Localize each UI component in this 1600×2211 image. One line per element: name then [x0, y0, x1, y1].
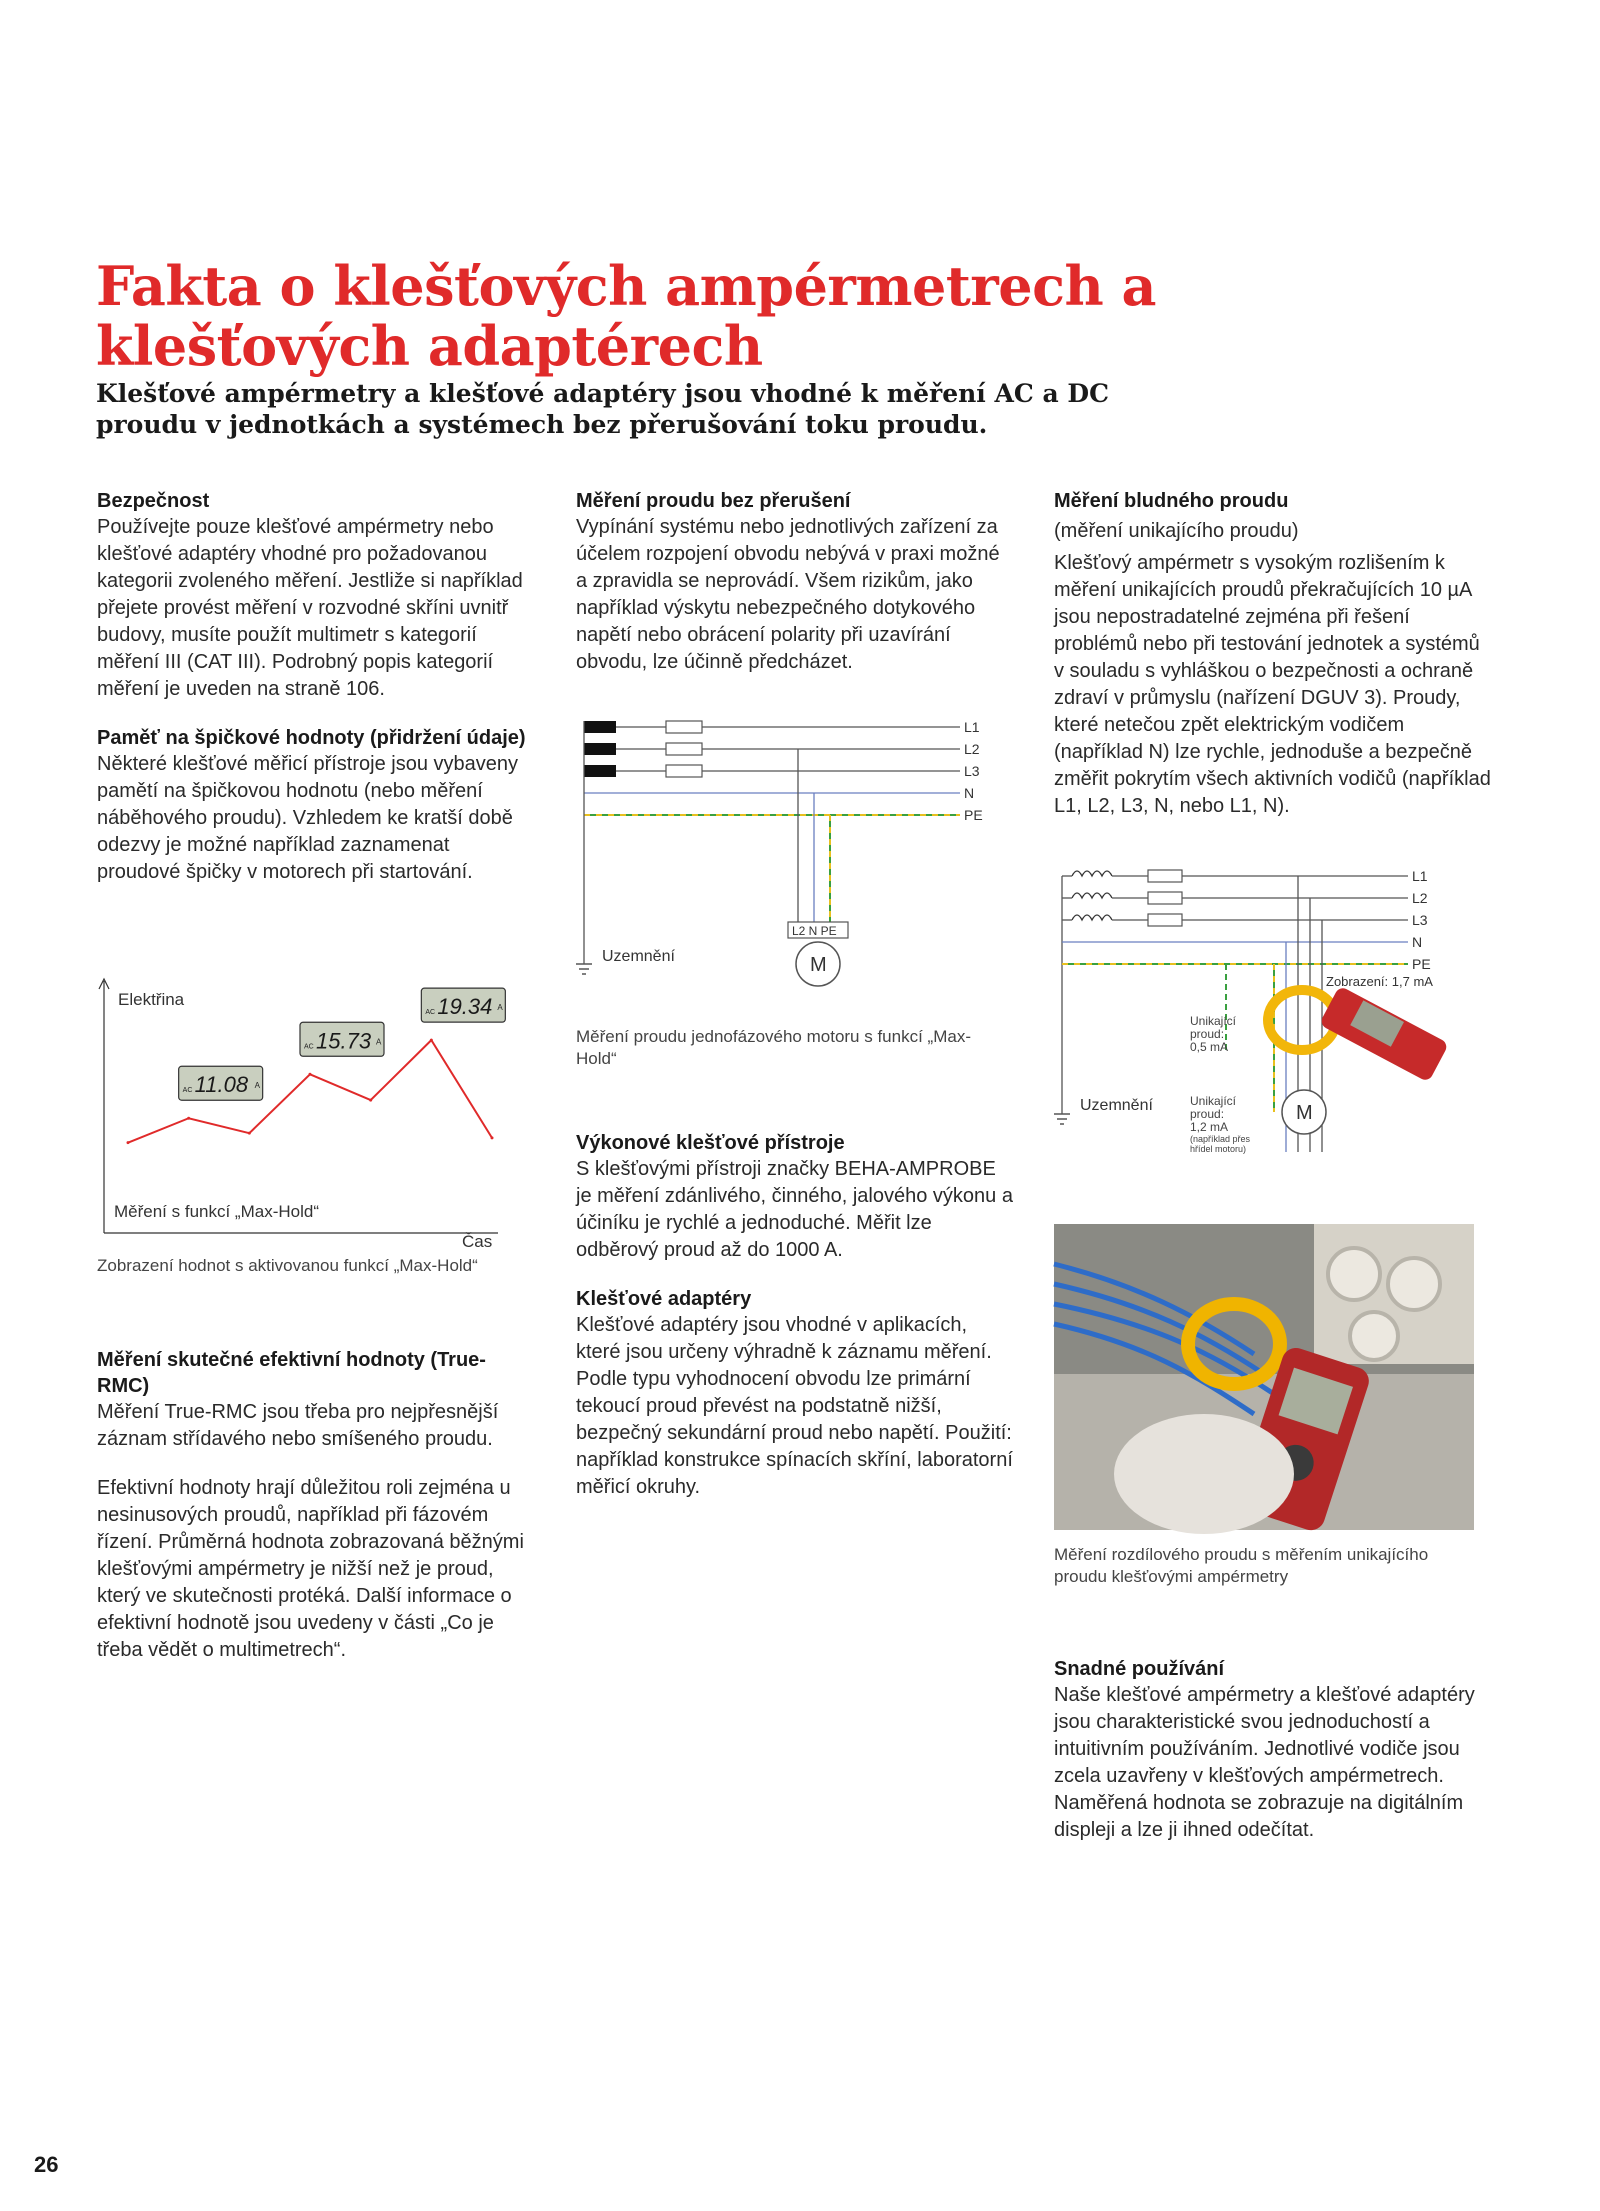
leak1-line2: proud:	[1190, 1027, 1225, 1041]
fuse-l2	[1148, 892, 1182, 904]
label-l1: L1	[1412, 868, 1428, 884]
leak2-note-2: hřídel motoru)	[1190, 1144, 1247, 1154]
meter-display-unit: A	[254, 1081, 261, 1091]
fuse-l3	[1148, 914, 1182, 926]
easy-use-text: Naše klešťové ampérmetry a klešťové adaptéry jsou charakteristické svou jednoduchostí a intuitivním používáním. Jednotlivé vodiče jsou zcela uzavřeny v klešťových ampérmetrech. Naměřená hodnota se zobrazuje na digitálním displeji a lze ji ihned odečítat.	[1054, 1684, 1475, 1841]
diagram1-caption: Měření proudu jednofázového motoru s funkcí „Max-Hold“	[576, 1027, 971, 1068]
meter-display	[300, 1022, 384, 1056]
safety-heading: Bezpečnost	[97, 490, 210, 512]
photo-caption: Měření rozdílového proudu s měřením unikajícího proudu klešťovými ampérmetry	[1054, 1545, 1429, 1586]
label-l3: L3	[1412, 912, 1428, 928]
meter-display-value: 11.08	[194, 1072, 249, 1098]
display-reading-label: Zobrazení: 1,7 mA	[1326, 974, 1433, 989]
column-2	[576, 488, 1016, 676]
power-clamp-text: S klešťovými přístroji značky BEHA-AMPROBE je měření zdánlivého, činného, jalového výkonu a účiníku je rychlé a jednoduché. Měřit lze odběrový proud až do 1000 A.	[576, 1158, 1013, 1261]
power-clamp-heading: Výkonové klešťové přístroje	[576, 1132, 845, 1154]
leak2-line2: proud:	[1190, 1107, 1225, 1121]
chart-x-label: Čas	[462, 1232, 493, 1251]
single-phase-motor-diagram	[570, 712, 990, 1002]
leak2-line3: 1,2 mA	[1190, 1120, 1229, 1134]
label-pe: PE	[1412, 956, 1431, 972]
true-rms-text-1: Měření True-RMC jsou třeba pro nejpřesnější záznam střídavého nebo smíšeného proudu.	[97, 1401, 499, 1450]
leak1-line3: 0,5 mA	[1190, 1040, 1229, 1054]
chart-point	[187, 1117, 190, 1120]
meter-display-mode: AC	[425, 1009, 436, 1017]
photo-gloved-hand	[1114, 1414, 1294, 1534]
motor-label: M	[1296, 1102, 1313, 1124]
leak1-line1: Unikající	[1190, 1014, 1237, 1028]
uninterrupted-text: Vypínání systému nebo jednotlivých zařízení za účelem rozpojení obvodu nebývá v praxi možné a zpravidla se neprovádí. Všem rizikům, jako například výskytu nebezpečného dotykového napětí nebo obrácení polarity při uzavírání obvodu, lze účinně předcházet.	[576, 516, 1000, 673]
motor-label: M	[810, 954, 827, 976]
clamp-adapter-text: Klešťové adaptéry jsou vhodné v aplikacích, které jsou určeny výhradně k záznamu měření. Podle typu vyhodnocení obvodu lze primární tekoucí proud převést na podstatně nižší, bezpečný sekundární proud nebo napětí. Použití: například konstrukce spínacích skříní, laboratorní měřicí okruhy.	[576, 1314, 1013, 1498]
column-1	[97, 488, 537, 886]
photo-insulator-3	[1350, 1312, 1398, 1360]
chart-point	[309, 1073, 312, 1076]
meter-display	[421, 988, 505, 1022]
label-l2: L2	[1412, 890, 1428, 906]
clamp-meter-illustration	[1268, 985, 1449, 1082]
meter-display	[179, 1066, 263, 1100]
chart-point	[127, 1141, 130, 1144]
meter-display-value: 15.73	[316, 1028, 372, 1054]
label-pe: PE	[964, 807, 983, 823]
page-subtitle: Klešťové ampérmetry a klešťové adaptéry jsou vhodné k měření AC a DC proudu v jednotkách a systémech bez přerušování toku proudu.	[96, 379, 1109, 439]
clamp-adapter-heading: Klešťové adaptéry	[576, 1288, 752, 1310]
chart-point	[430, 1039, 433, 1042]
label-l2: L2	[964, 741, 980, 757]
photo-insulator-2	[1388, 1258, 1440, 1310]
coil-l2	[1072, 893, 1112, 898]
peak-hold-heading: Paměť na špičkové hodnoty (přidržení údaje)	[97, 727, 526, 749]
chart-point	[491, 1136, 494, 1139]
chart-caption: Zobrazení hodnot s aktivovanou funkcí „Max-Hold“	[97, 1256, 478, 1275]
source-block-l1	[584, 721, 616, 733]
max-hold-chart	[90, 975, 503, 1251]
leakage-current-diagram	[1050, 862, 1470, 1172]
meter-display-unit: A	[497, 1003, 503, 1013]
true-rms-text-2: Efektivní hodnoty hrají důležitou roli zejména u nesinusových proudů, například při fázovém řízení. Průměrná hodnota zobrazovaná běžnými klešťovými ampérmetry je nižší než je proud, který ve skutečnosti protéká. Další informace o efektivní hodnotě jsou uvedeny v části „Co je třeba vědět o multimetrech“.	[97, 1477, 524, 1661]
label-l1: L1	[964, 719, 980, 735]
leak2-line1: Unikající	[1190, 1094, 1237, 1108]
fuse-l3	[666, 765, 702, 777]
chart-point	[369, 1099, 372, 1102]
page-title	[96, 256, 1296, 376]
photo-insulator-1	[1328, 1248, 1380, 1300]
column-1-lower	[97, 1347, 537, 1664]
fuse-l2	[666, 743, 702, 755]
fuse-l1	[1148, 870, 1182, 882]
page-title-line-2: klešťových adaptérech	[96, 314, 763, 378]
label-n: N	[1412, 934, 1423, 950]
fuse-l1	[666, 721, 702, 733]
meter-display-unit: A	[376, 1037, 382, 1047]
coil-l3	[1072, 915, 1112, 920]
uninterrupted-heading: Měření proudu bez přerušení	[576, 490, 851, 512]
chart-y-label: Elektřina	[118, 990, 185, 1009]
leakage-text: Klešťový ampérmetr s vysokým rozlišením k měření unikajících proudů překračujících 10 µA jsou nepostradatelné zejména při řešení problémů nebo při testování jednotek a systémů v souladu s vyhláškou o bezpečnosti a ochraně zdraví v průmyslu (nařízení DGUV 3). Proudy, které netečou zpět elektrickým vodičem (například N) lze rychle, jednoduše a bezpečně změřit pokrytím všech aktivních vodičů (například L1, L2, L3, N, nebo L1, N).	[1054, 552, 1491, 817]
transformer-coils	[1072, 871, 1112, 920]
chart-annotation: Měření s funkcí „Max-Hold“	[114, 1202, 319, 1221]
easy-use-heading: Snadné používání	[1054, 1658, 1225, 1680]
source-block-l3	[584, 765, 616, 777]
chart-point	[248, 1132, 251, 1135]
leakage-subheading: (měření unikajícího proudu)	[1054, 520, 1299, 542]
column-2-lower	[576, 1130, 1016, 1501]
chart-meter-displays	[179, 988, 506, 1100]
source-block-l2	[584, 743, 616, 755]
column-3	[1054, 488, 1494, 820]
column-3-lower	[1054, 1656, 1494, 1844]
leak2-note-1: (například přes	[1190, 1134, 1251, 1144]
ground-label: Uzemnění	[602, 948, 675, 965]
page-number: 26	[34, 2152, 59, 2177]
motor-terminals: L2 N PE	[792, 924, 837, 938]
ground-label: Uzemnění	[1080, 1097, 1153, 1114]
peak-hold-text: Některé klešťové měřicí přístroje jsou vybaveny pamětí na špičkovou hodnotu (nebo měření náběhového proudu). Vzhledem ke kratší době odezvy je možné například zaznamenat proudové špičky v motorech při startování.	[97, 753, 518, 883]
meter-display-mode: AC	[304, 1043, 314, 1051]
true-rms-heading: Měření skutečné efektivní hodnoty (True-RMC)	[97, 1349, 486, 1397]
safety-text: Používejte pouze klešťové ampérmetry nebo klešťové adaptéry vhodné pro požadovanou kategorii zvoleného měření. Jestliže si například přejete provést měření v rozvodné skříni uvnitř budovy, musíte použít multimetr s kategorií měření III (CAT III). Podrobný popis kategorií měření je uveden na straně 106.	[97, 516, 523, 700]
label-l3: L3	[964, 763, 980, 779]
leakage-heading: Měření bludného proudu	[1054, 490, 1289, 512]
photo-illustration	[1054, 1224, 1474, 1530]
page-title-line-1: Fakta o klešťových ampérmetrech a	[96, 254, 1157, 318]
meter-display-mode: AC	[182, 1087, 193, 1095]
leakage-measurement-photo	[1054, 1224, 1474, 1530]
meter-display-value: 19.34	[437, 994, 493, 1020]
label-n: N	[964, 785, 975, 801]
coil-l1	[1072, 871, 1112, 876]
